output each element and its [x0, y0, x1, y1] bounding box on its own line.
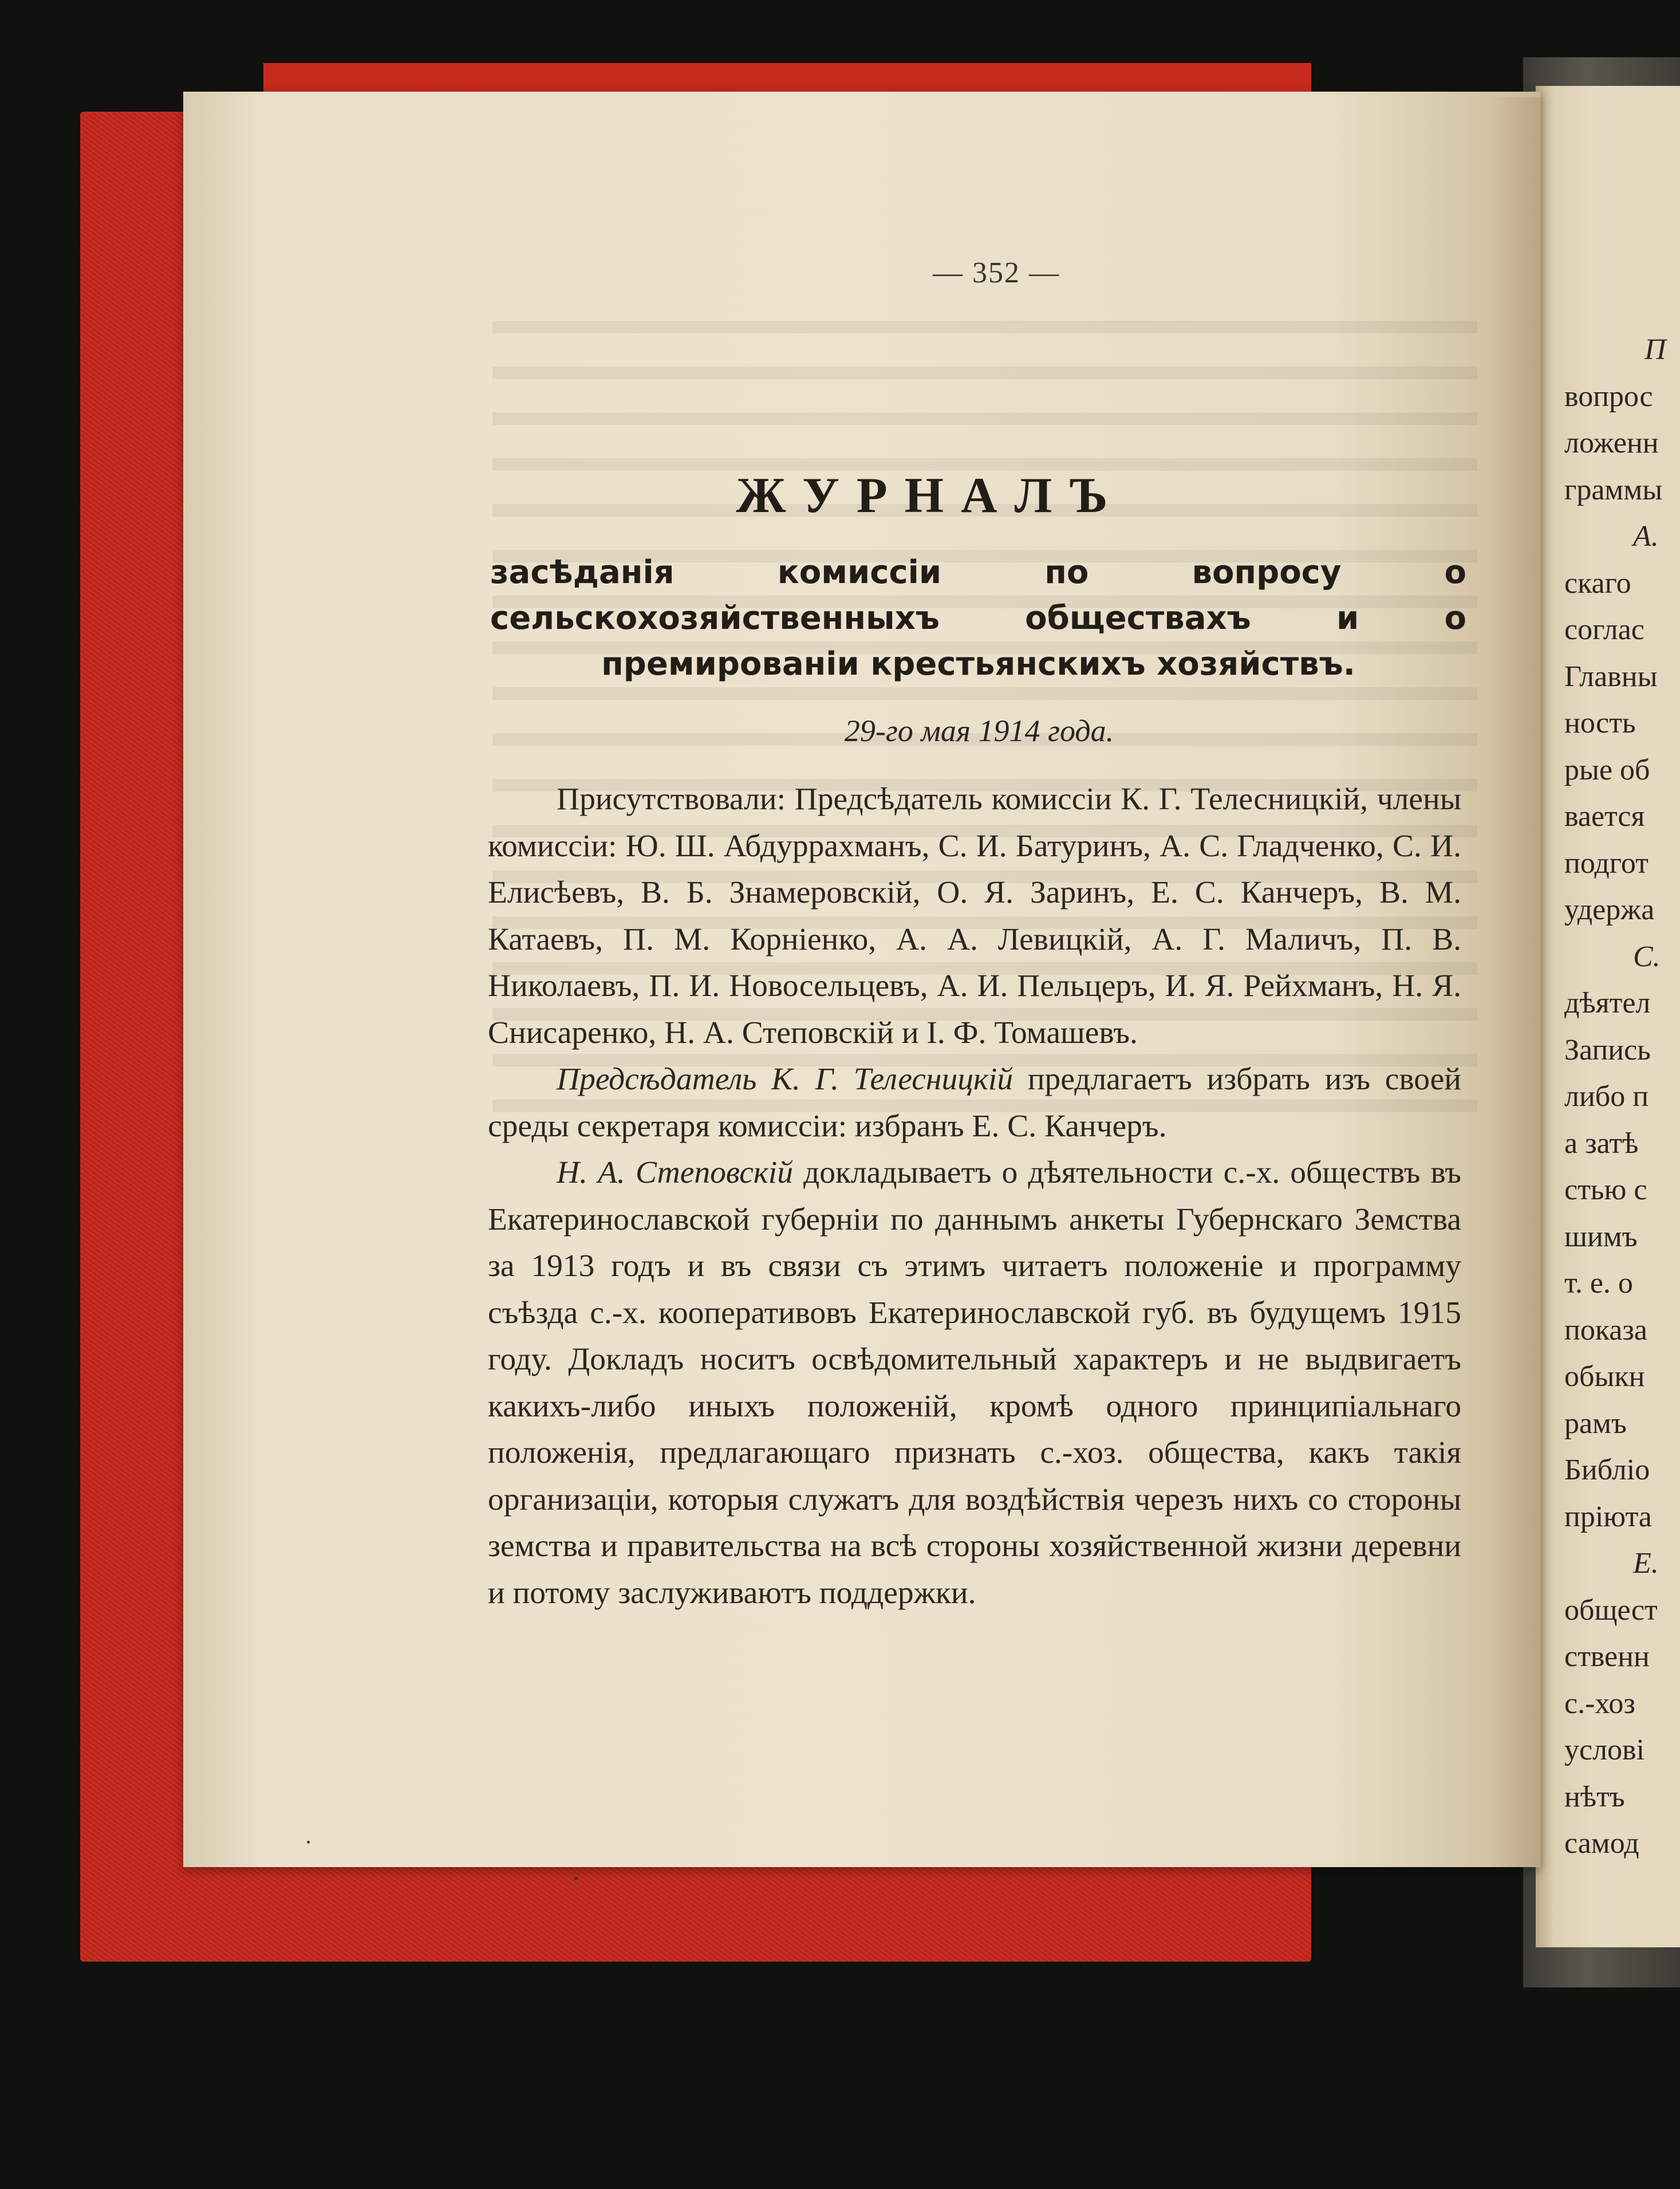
- facing-page-line: скаго: [1564, 566, 1631, 600]
- facing-page-line: П: [1644, 333, 1666, 366]
- facing-page-line: показа: [1564, 1313, 1648, 1347]
- paragraph-text: Присутствовали: Предсѣдатель комиссіи К. Г. Телесницкій, члены комиссіи: Ю. Ш. Абдуррахманъ, С. И. Батуринъ, А. С. Гладченко, С. И. Елисѣевъ, В. Б. Знамеровскій, О. Я. Заринъ, Е. С. Канчеръ, В. М. Катаевъ, П. М. Корніенко, А. А. Левицкій, А. Г. Маличъ, П. В. Николаевъ, П. И. Новосельцевъ, А. И. Пельцеръ, И. Я. Рейхманъ, Н. Я. Снисаренко, Н. А. Степовскій и І. Ф. Томашевъ.: [488, 782, 1461, 1050]
- facing-page-line: ложенн: [1564, 427, 1659, 459]
- facing-page-line: т. е. о: [1564, 1267, 1633, 1300]
- facing-page-line: Запись: [1564, 1033, 1651, 1066]
- journal-subtitle: засѣданія комиссіи по вопросу о сельскохозяйственныхъ обществахъ и о премированіи крестьянскихъ хозяйствъ.: [490, 554, 1466, 683]
- facing-page-line: либо п: [1564, 1080, 1649, 1113]
- facing-page-line: Главны: [1564, 660, 1658, 693]
- facing-page-line: соглас: [1564, 613, 1644, 646]
- facing-page-line: вается: [1564, 800, 1645, 833]
- paragraph-secretary: [488, 1056, 1461, 1149]
- facing-page-line: ственн: [1564, 1640, 1650, 1673]
- facing-page-line: стью с: [1564, 1174, 1647, 1206]
- ink-speck: [307, 1841, 310, 1844]
- journal-title: ЖУРНАЛЪ: [736, 468, 1125, 523]
- facing-page-line: пріюта: [1564, 1500, 1652, 1533]
- paragraph-text: предлагаетъ избрать изъ своей среды секретаря комиссіи: избранъ Е. С. Канчеръ.: [488, 1062, 1461, 1144]
- facing-page-line: общест: [1564, 1593, 1658, 1627]
- facing-page-line: дѣятел: [1564, 987, 1651, 1019]
- facing-page-line: а затѣ: [1564, 1127, 1639, 1160]
- paragraph-lead: Н. А. Степовскій: [557, 1155, 793, 1190]
- page-gutter-shadow: [1489, 97, 1543, 1867]
- facing-page-line: вопрос: [1564, 380, 1653, 413]
- facing-page-line: рые об: [1564, 753, 1650, 786]
- body-text: [488, 776, 1461, 1616]
- paragraph-attendance: [488, 776, 1461, 1056]
- facing-page-line: с.-хоз: [1564, 1687, 1635, 1720]
- facing-page-line: Е.: [1633, 1547, 1659, 1580]
- facing-page-line: рамъ: [1564, 1407, 1627, 1440]
- page-number: — 352 —: [933, 257, 1060, 289]
- paragraph-lead: Предсѣдатель К. Г. Телесницкій: [557, 1062, 1013, 1097]
- facing-page-line: нѣтъ: [1564, 1780, 1625, 1813]
- facing-page-line: граммы: [1564, 473, 1663, 506]
- paragraph-report: [488, 1149, 1461, 1616]
- facing-page-line: услові: [1564, 1734, 1645, 1766]
- paragraph-text: докладываетъ о дѣятельности с.-х. обществъ въ Екатеринославской губерніи по даннымъ анкеты Губернскаго Земства за 1913 годъ и въ связи съ этимъ читаетъ положеніе и программу съѣзда с.-х. кооперативовъ Екатеринославской губ. въ будущемъ 1915 году. Докладъ носитъ освѣдомительный характеръ и не выдвигаетъ какихъ-либо иныхъ положеній, кромѣ одного принципіальнаго положенія, предлагающаго признать с.-хоз. общества, какъ такія организаціи, которыя служатъ для воздѣйствія черезъ нихъ со стороны земства и правительства на всѣ стороны хозяйственной жизни деревни и потому заслуживаютъ поддержки.: [488, 1155, 1461, 1611]
- session-date: 29-го мая 1914 года.: [844, 714, 1114, 748]
- facing-page-line: С.: [1633, 940, 1661, 973]
- facing-page-text: [1564, 326, 1680, 1867]
- ink-speck: [574, 1877, 578, 1880]
- facing-page-line: подгот: [1564, 847, 1649, 880]
- facing-page-line: Библіо: [1564, 1454, 1650, 1486]
- facing-page-line: самод: [1564, 1827, 1639, 1860]
- facing-page-line: А.: [1633, 520, 1659, 553]
- facing-page-line: обыкн: [1564, 1360, 1645, 1393]
- facing-page-line: удержа: [1564, 893, 1655, 926]
- facing-page-line: ность: [1564, 707, 1636, 739]
- facing-page-line: шимъ: [1564, 1220, 1638, 1253]
